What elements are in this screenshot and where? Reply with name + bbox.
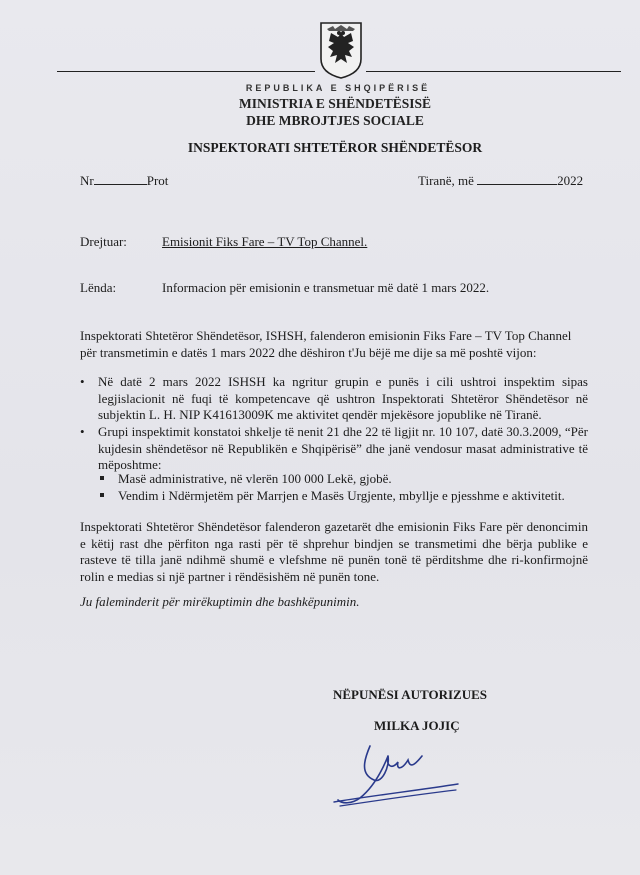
prot-label: Prot [146,173,169,188]
nr-label: Nr [80,173,94,188]
ministry-line-1: MINISTRIA E SHËNDETËSISË [238,96,432,111]
bullet-1-text: Në datë 2 mars 2022 ISHSH ka ngritur grupin e punës i cili ushtroi inspektim sipas legjislacionit në fuqi të kompetencave që ushtron Inspektorati Shtetëror Shëndetësor në subjektin L. H. NIP K41613009K me aktivitet qendër mjekësore jopublike në Tiranë. [98,374,588,422]
date-blank [477,184,557,185]
bullet-marker-2: • [80,424,85,439]
sub-bullet-marker-1 [100,476,104,480]
date-line [418,173,583,189]
reference-line [80,173,168,189]
inspectorate-name: INSPEKTORATI SHTETËROR SHËNDETËSOR [187,140,483,155]
subject-label: Lënda: [80,280,117,295]
sub-bullet-1-text: Masë administrative, në vlerën 100 000 Lekë, gjobë. [118,471,392,486]
ministry-line-2: DHE MBROJTJES SOCIALE [246,113,424,128]
bullet-marker-1: • [80,374,85,389]
header-rule-left [57,71,315,72]
sub-bullet-marker-2 [100,493,104,497]
nr-blank [94,184,147,185]
handwritten-signature [330,740,465,810]
signatory-name: MILKA JOJIÇ [374,718,460,733]
bullet-2-text: Grupi inspektimit konstatoi shkelje të nenit 21 dhe 22 të ligjit nr. 10 107, datë 30.3.2009, “Për kujdesin shëndetësor në Republikën e Shqipërisë” dhe janë vendosur masat administrative të mëposhtme: [98,424,588,472]
republic-name: REPUBLIKA E SHQIPËRISË [245,83,431,93]
sub-bullet-2-text: Vendim i Ndërmjetëm për Marrjen e Masës Urgjente, mbyllje e pjesshme e aktivitetit. [118,488,565,503]
thanks-line: Ju faleminderit për mirëkuptimin dhe bashkëpunimin. [80,594,360,609]
addressee-value: Emisionit Fiks Fare – TV Top Channel. [162,234,368,249]
subject-value: Informacion për emisionin e transmetuar më datë 1 mars 2022. [162,280,490,295]
closing-paragraph: Inspektorati Shtetëror Shëndetësor falenderon gazetarët dhe emisionin Fiks Fare për denoncimin e këtij rast dhe përfiton nga rasti për të shprehur bindjen se transmetimi dhe bërja publike e rasteve të tilla janë ndihmë shumë e vlefshme në punën tonë të përditshme dhe ri-konfirmojnë rolin e medias si një partner i rëndësishëm në punën tone. [80,519,588,584]
intro-line-2: për transmetimin e datës 1 mars 2022 dhe dëshiron t'Ju bëjë me dije sa më poshtë vijon: [80,345,537,360]
signatory-title: NËPUNËSI AUTORIZUES [333,687,488,702]
year: 2022 [557,173,584,188]
header-rule-right [366,71,621,72]
addressee-label: Drejtuar: [80,234,127,249]
place-date-label: Tiranë, më [418,173,474,188]
coat-of-arms-emblem [319,21,363,79]
intro-line-1: Inspektorati Shtetëror Shëndetësor, ISHSH, falenderon emisionin Fiks Fare – TV Top Channel [80,328,572,343]
